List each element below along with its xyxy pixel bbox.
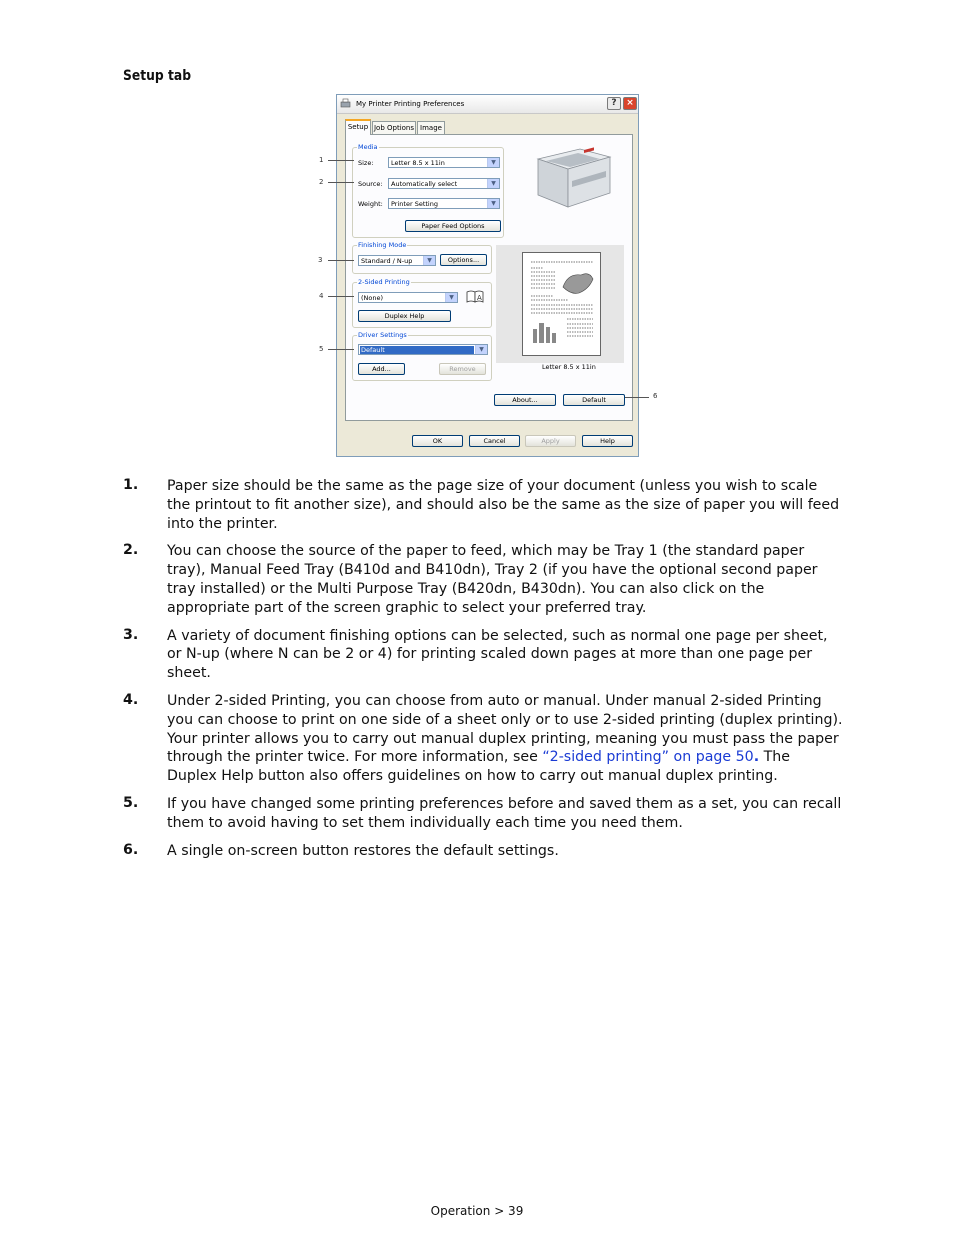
printing-preferences-dialog [336, 94, 639, 457]
two-sided-select[interactable] [358, 292, 458, 303]
weight-select[interactable] [388, 198, 500, 209]
chevron-down-icon: ▼ [487, 179, 499, 188]
tab-job-options[interactable]: Job Options [372, 121, 416, 134]
page-footer: Operation > 39 [430, 1204, 524, 1218]
help-icon[interactable]: ? [607, 97, 621, 110]
section-heading: Setup tab [123, 68, 192, 84]
duplex-help-button[interactable]: Duplex Help [358, 310, 451, 322]
link-period: . [753, 749, 760, 766]
callout-line-2 [328, 182, 354, 183]
callout-4: 4 [319, 292, 324, 300]
svg-text:A: A [477, 294, 482, 302]
chevron-down-icon: ▼ [487, 199, 499, 208]
size-select[interactable] [388, 157, 500, 168]
two-sided-value: (None) [361, 294, 384, 302]
add-button[interactable]: Add... [358, 363, 405, 375]
item-number: 2. [123, 542, 139, 559]
item-text: A single on-screen button restores the default settings. [167, 842, 559, 859]
chevron-down-icon: ▼ [487, 158, 499, 167]
list-item [123, 627, 843, 683]
item-text: You can choose the source of the paper to feed, which may be Tray 1 (the standard paper tray), Manual Feed Tray (B410d and B410dn), Tray 2 (if you have the optional second paper tray installed) or the Multi Purpose Tray (B420dn, B430dn). You can also click on the appropriate part of the screen graphic to select your preferred tray. [167, 543, 818, 616]
item-text: If you have changed some printing preferences before and saved them as a set, you can recall them to avoid having to set them individually each time you need them. [167, 795, 842, 831]
tab-setup[interactable]: Setup [345, 119, 371, 135]
list-item [123, 842, 843, 861]
preview-content-graphic [523, 253, 600, 355]
cross-reference-link[interactable]: “2-sided printing” on page 50 [542, 749, 754, 766]
help-button[interactable]: Help [582, 435, 633, 447]
printer-app-icon [340, 98, 351, 109]
item-text-after: The Duplex Help button also offers guidelines on how to carry out manual duplex printing. [167, 749, 791, 785]
finishing-options-button[interactable]: Options... [440, 254, 487, 266]
callout-line-6 [625, 397, 649, 398]
weight-value: Printer Setting [391, 200, 438, 208]
driver-settings-legend: Driver Settings [358, 331, 407, 339]
cancel-button[interactable]: Cancel [469, 435, 520, 447]
source-value: Automatically select [391, 180, 458, 188]
dialog-title: My Printer Printing Preferences [356, 100, 465, 108]
book-icon [465, 290, 487, 303]
printer-graphic[interactable] [528, 141, 618, 213]
media-legend: Media [358, 143, 378, 151]
callout-3: 3 [318, 256, 323, 264]
item-number: 1. [123, 477, 139, 493]
chevron-down-icon: ▼ [423, 256, 435, 265]
item-text [167, 692, 843, 786]
about-button[interactable]: About... [494, 394, 556, 406]
dialog-titlebar [337, 95, 638, 114]
list-item [123, 477, 843, 533]
callout-line-1 [328, 160, 354, 161]
callout-5: 5 [319, 345, 324, 353]
chevron-down-icon: ▼ [475, 345, 487, 354]
item-number: 5. [123, 794, 139, 811]
callout-line-4 [328, 296, 354, 297]
tab-image[interactable]: Image [417, 121, 445, 134]
default-button[interactable]: Default [563, 394, 625, 406]
close-icon[interactable]: × [623, 97, 637, 110]
list-item [123, 542, 843, 617]
setup-panel [345, 134, 633, 421]
source-select[interactable] [388, 178, 500, 189]
callout-line-3 [328, 260, 354, 261]
item-text: Paper size should be the same as the page size of your document (unless you wish to scale the printout to fit another size), and should also be the same as the size of paper you will feed into the printer. [167, 478, 840, 532]
item-number: 6. [123, 841, 139, 858]
item-text-before: Under 2-sided Printing, you can choose from auto or manual. Under manual 2-sided Printing you can choose to print on one side of a sheet only or to use 2-sided printing (duplex printing). Your printer allows you to carry out manual duplex printing, meaning you must pass the paper through the printer twice. For more information, see [167, 692, 843, 766]
finishing-mode-select[interactable] [358, 255, 436, 266]
finishing-mode-group [352, 241, 492, 274]
callout-2: 2 [319, 178, 324, 186]
size-label: Size: [358, 159, 374, 167]
apply-button[interactable]: Apply [525, 435, 576, 447]
weight-label: Weight: [358, 200, 383, 208]
explanation-list [123, 477, 843, 860]
list-item [123, 795, 843, 833]
finishing-mode-legend: Finishing Mode [358, 241, 407, 249]
item-number: 4. [123, 691, 139, 708]
driver-settings-value: Default [360, 346, 474, 354]
list-item [123, 692, 843, 786]
ok-button[interactable]: OK [412, 435, 463, 447]
page-preview-area [496, 245, 624, 363]
source-label: Source: [358, 180, 383, 188]
size-value: Letter 8.5 x 11in [391, 159, 445, 167]
preview-caption: Letter 8.5 x 11in [542, 363, 596, 371]
item-text: A variety of document finishing options can be selected, such as normal one page per sheet, or N-up (where N can be 2 or 4) for printing scaled down pages at more than one page per sheet. [167, 627, 828, 682]
paper-feed-options-button[interactable]: Paper Feed Options [405, 220, 501, 232]
remove-button[interactable]: Remove [439, 363, 486, 375]
chevron-down-icon: ▼ [445, 293, 457, 302]
driver-settings-group [352, 331, 492, 381]
callout-1: 1 [319, 156, 324, 164]
driver-settings-select[interactable] [358, 344, 488, 355]
page-preview [522, 252, 601, 356]
two-sided-printing-group [352, 278, 492, 328]
two-sided-printing-legend: 2-Sided Printing [358, 278, 410, 286]
item-number: 3. [123, 626, 139, 643]
callout-6: 6 [653, 392, 658, 400]
finishing-mode-value: Standard / N-up [361, 257, 413, 265]
callout-line-5 [328, 349, 354, 350]
media-group [352, 143, 504, 238]
